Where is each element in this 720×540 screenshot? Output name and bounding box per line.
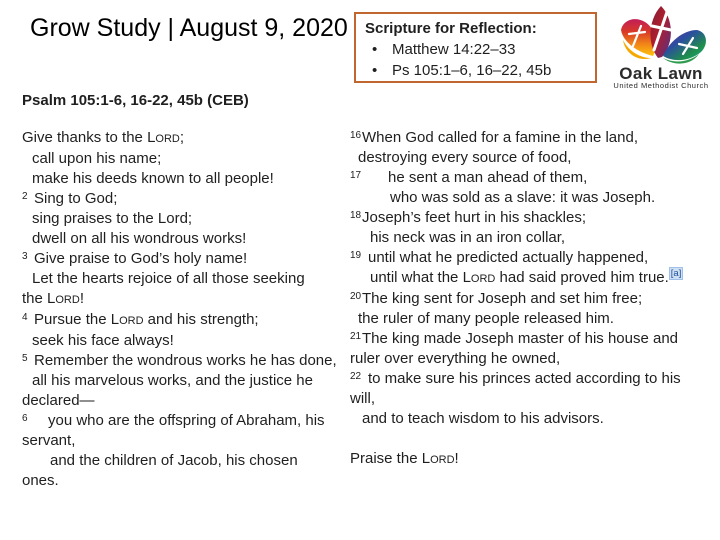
psalm-line: sing praises to the Lord; <box>32 210 193 227</box>
lord-smallcaps: LORD <box>147 129 180 146</box>
bullet-icon: • <box>372 62 378 79</box>
psalm-line: will, <box>350 390 375 407</box>
lord-smallcaps: LORD <box>47 290 80 307</box>
psalm-line: who was sold as a slave: it was Joseph. <box>390 189 656 206</box>
verse-number: 6 <box>22 413 28 424</box>
footnote-link[interactable]: [a] <box>670 268 682 279</box>
psalm-line: 22 to make sure his princes acted according to his <box>350 369 714 389</box>
psalm-column-right <box>350 128 714 470</box>
psalm-line: Praise the LORD! <box>350 450 459 467</box>
scripture-reflection-box <box>354 12 597 83</box>
psalm-line: 2 Sing to God; <box>22 189 352 209</box>
verse-number: 19 <box>350 250 362 261</box>
psalm-line: Let the hearts rejoice of all those seeking <box>32 270 305 287</box>
psalm-line: and the children of Jacob, his chosen <box>50 452 298 469</box>
psalm-line: and to teach wisdom to his advisors. <box>362 410 604 427</box>
psalm-line: 17 he sent a man ahead of them, <box>350 168 714 188</box>
psalm-line: seek his face always! <box>32 332 174 349</box>
psalm-line: his neck was in an iron collar, <box>370 229 566 246</box>
lord-smallcaps: LORD <box>110 311 144 328</box>
psalm-line: ones. <box>22 472 59 489</box>
verse-number: 17 <box>350 170 362 181</box>
psalm-line: 18 Joseph’s feet hurt in his shackles; <box>350 208 714 228</box>
psalm-line: the LORD! <box>22 290 84 307</box>
verse-number: 22 <box>350 371 362 382</box>
psalm-line: 19 until what he predicted actually happened, <box>350 248 714 268</box>
psalm-line: 20 The king sent for Joseph and set him free; <box>350 289 714 309</box>
psalm-line: declared— <box>22 392 95 409</box>
psalm-line: call upon his name; <box>32 150 162 167</box>
logo-church-name: Oak Lawn <box>619 64 703 83</box>
psalm-column-left <box>22 128 352 491</box>
psalm-line: servant, <box>22 432 76 449</box>
verse-number: 2 <box>22 191 28 202</box>
scripture-item-text: Ps 105:1–6, 16–22, 45b <box>392 62 552 79</box>
verse-number: 3 <box>22 251 28 262</box>
psalm-line: 4 Pursue the LORD and his strength; <box>22 310 352 331</box>
scripture-item <box>365 39 586 60</box>
verse-number: 18 <box>350 210 362 221</box>
verse-number: 20 <box>350 291 362 302</box>
psalm-line <box>350 429 714 449</box>
verse-number: 21 <box>350 331 362 342</box>
psalm-line: the ruler of many people released him. <box>358 310 614 327</box>
psalm-line: ruler over everything he owned, <box>350 350 561 367</box>
scripture-item-text: Matthew 14:22–33 <box>392 41 516 58</box>
slide-title: Grow Study | August 9, 2020 <box>30 14 348 42</box>
psalm-line: destroying every source of food, <box>358 149 572 166</box>
verse-number: 5 <box>22 353 28 364</box>
psalm-line: 16 When God called for a famine in the land, <box>350 128 714 148</box>
psalm-line: 6 you who are the offspring of Abraham, his <box>22 411 352 431</box>
verse-number: 4 <box>22 312 28 323</box>
church-logo <box>606 2 716 90</box>
psalm-line: 3 Give praise to God’s holy name! <box>22 249 352 269</box>
scripture-item <box>365 60 586 81</box>
lord-smallcaps: LORD <box>462 269 496 286</box>
psalm-line: make his deeds known to all people! <box>32 170 274 187</box>
psalm-line: until what the LORD had said proved him true. [a] <box>370 268 682 286</box>
lord-smallcaps: LORD <box>421 450 455 467</box>
bullet-icon: • <box>372 41 378 58</box>
psalm-line: 5 Remember the wondrous works he has done, <box>22 351 352 371</box>
church-flames-cross-icon <box>610 2 712 64</box>
psalm-line: 21 The king made Joseph master of his house and <box>350 329 714 349</box>
psalm-heading: Psalm 105:1-6, 16-22, 45b (CEB) <box>22 92 249 109</box>
psalm-line: dwell on all his wondrous works! <box>32 230 247 247</box>
psalm-line: all his marvelous works, and the justice he <box>32 372 313 389</box>
logo-church-subtitle: United Methodist Church <box>613 81 709 90</box>
psalm-line: Give thanks to the LORD; <box>22 129 185 146</box>
verse-number: 16 <box>350 130 362 141</box>
scripture-box-heading: Scripture for Reflection: <box>365 20 537 37</box>
